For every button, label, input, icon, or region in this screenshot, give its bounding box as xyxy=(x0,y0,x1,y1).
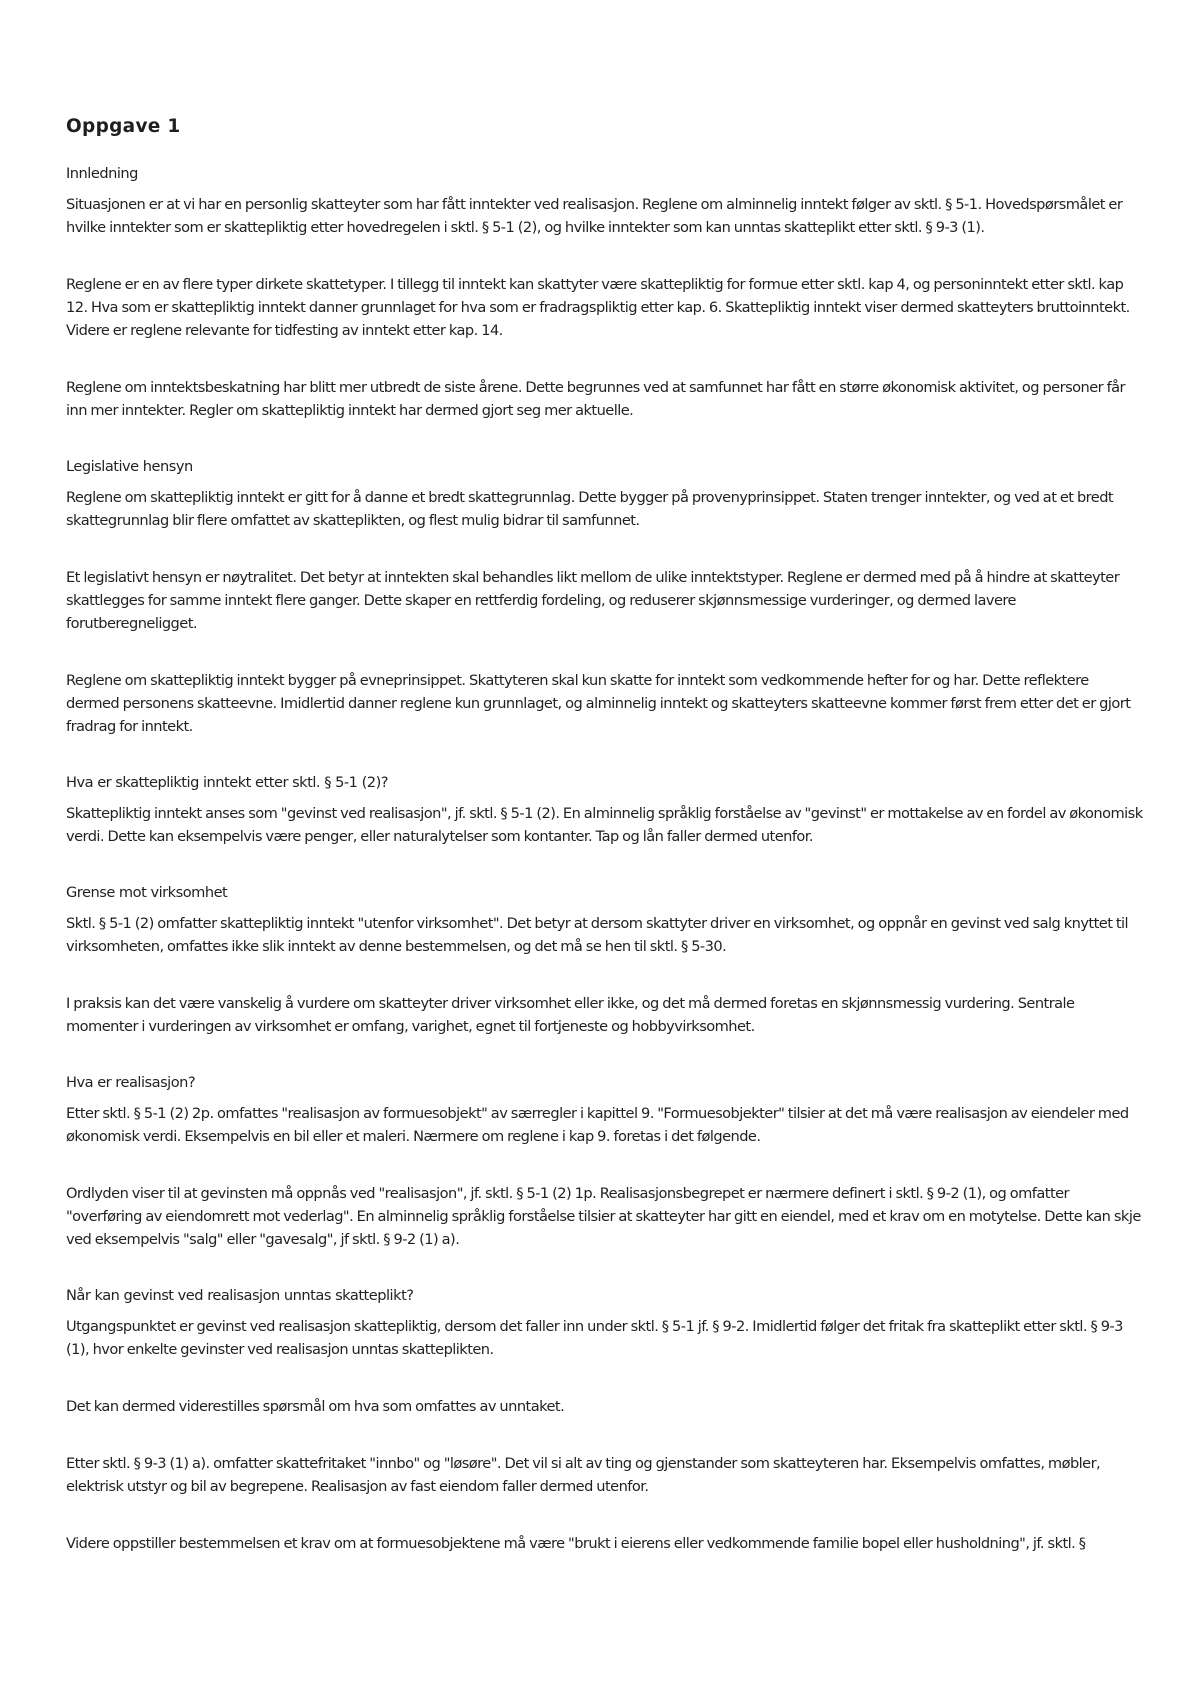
section-heading: Grense mot virksomhet xyxy=(66,884,228,901)
paragraph: Reglene om skattepliktig inntekt bygger på evneprinsippet. Skattyteren skal kun skatte for inntekt som vedkommende hefter for og har. Dette reflektere dermed personens skatteevne. Imidlertid danner reglene kun grunnlaget, og alminnelig inntekt og skatteyters skatteevne kommer først frem etter det er gjort fradrag for inntekt. xyxy=(66,672,1131,735)
paragraph: Ordlyden viser til at gevinsten må oppnås ved "realisasjon", jf. sktl. § 5-1 (2) 1p. Realisasjonsbegrepet er nærmere definert i sktl. § 9-2 (1), og omfatter "overføring av eiendomrett mot vederlag". En alminnelig språklig forståelse tilsier at skatteyter har gitt en eiendel, med et krav om en motytelse. Dette kan skje ved eksempelvis "salg" eller "gavesalg", jf sktl. § 9-2 (1) a). xyxy=(66,1185,1141,1248)
paragraph: Reglene om skattepliktig inntekt er gitt for å danne et bredt skattegrunnlag. Dette bygger på provenyprinsippet. Staten trenger inntekter, og ved at et bredt skattegrunnlag blir flere omfattet av skatteplikten, og flest mulig bidrar til samfunnet. xyxy=(66,489,1114,529)
section-realisasjon xyxy=(66,1072,1144,1251)
section-grense-mot-virksomhet xyxy=(66,882,1144,1038)
section-heading: Når kan gevinst ved realisasjon unntas skatteplikt? xyxy=(66,1287,414,1304)
paragraph: Reglene er en av flere typer dirkete skattetyper. I tillegg til inntekt kan skattyter være skattepliktig for formue etter sktl. kap 4, og personinntekt etter sktl. kap 12. Hva som er skattepliktig inntekt danner grunnlaget for hva som er fradragspliktig etter kap. 6. Skattepliktig inntekt viser dermed skatteyters bruttoinntekt. Videre er reglene relevante for tidfesting av inntekt etter kap. 14. xyxy=(66,276,1130,339)
paragraph: Etter sktl. § 9-3 (1) a). omfatter skattefritaket "innbo" og "løsøre". Det vil si alt av ting og gjenstander som skatteyteren har. Eksempelvis omfattes, møbler, elektrisk utstyr og bil av begrepene. Realisasjon av fast eiendom faller dermed utenfor. xyxy=(66,1455,1101,1495)
paragraph: Det kan dermed viderestilles spørsmål om hva som omfattes av unntaket. xyxy=(66,1398,565,1415)
paragraph: Reglene om inntektsbeskatning har blitt mer utbredt de siste årene. Dette begrunnes ved at samfunnet har fått en større økonomisk aktivitet, og personer får inn mer inntekter. Regler om skattepliktig inntekt har dermed gjort seg mer aktuelle. xyxy=(66,379,1125,419)
section-heading: Legislative hensyn xyxy=(66,458,193,475)
paragraph: Skattepliktig inntekt anses som "gevinst ved realisasjon", jf. sktl. § 5-1 (2). En alminnelig språklig forståelse av "gevinst" er mottakelse av en fordel av økonomisk verdi. Dette kan eksempelvis være penger, eller naturalytelser som kontanter. Tap og lån faller dermed utenfor. xyxy=(66,805,1143,845)
section-unntak-skatteplikt xyxy=(66,1285,1144,1555)
paragraph: Etter sktl. § 5-1 (2) 2p. omfattes "realisasjon av formuesobjekt" av særregler i kapittel 9. "Formuesobjekter" tilsier at det må være realisasjon av eiendeler med økonomisk verdi. Eksempelvis en bil eller et maleri. Nærmere om reglene i kap 9. foretas i det følgende. xyxy=(66,1105,1129,1145)
document-page xyxy=(66,116,1144,1589)
section-legislative-hensyn xyxy=(66,456,1144,738)
section-heading: Innledning xyxy=(66,165,138,182)
section-innledning xyxy=(66,163,1144,422)
paragraph: Situasjonen er at vi har en personlig skatteyter som har fått inntekter ved realisasjon. Reglene om alminnelig inntekt følger av sktl. § 5-1. Hovedspørsmålet er hvilke inntekter som er skattepliktig etter hovedregelen i sktl. § 5-1 (2), og hvilke inntekter som kan unntas skatteplikt etter sktl. § 9-3 (1). xyxy=(66,196,1123,236)
paragraph: I praksis kan det være vanskelig å vurdere om skatteyter driver virksomhet eller ikke, og det må dermed foretas en skjønnsmessig vurdering. Sentrale momenter i vurderingen av virksomhet er omfang, varighet, egnet til fortjeneste og hobbyvirksomhet. xyxy=(66,995,1075,1035)
section-skattepliktig-inntekt xyxy=(66,772,1144,848)
paragraph: Sktl. § 5-1 (2) omfatter skattepliktig inntekt "utenfor virksomhet". Det betyr at dersom skattyter driver en virksomhet, og oppnår en gevinst ved salg knyttet til virksomheten, omfattes ikke slik inntekt av denne bestemmelsen, og det må se hen til sktl. § 5-30. xyxy=(66,915,1129,955)
paragraph: Utgangspunktet er gevinst ved realisasjon skattepliktig, dersom det faller inn under sktl. § 5-1 jf. § 9-2. Imidlertid følger det fritak fra skatteplikt etter sktl. § 9-3 (1), hvor enkelte gevinster ved realisasjon unntas skatteplikten. xyxy=(66,1318,1123,1358)
paragraph: Videre oppstiller bestemmelsen et krav om at formuesobjektene må være "brukt i eierens eller vedkommende familie bopel eller husholdning", jf. sktl. § xyxy=(66,1535,1086,1552)
document-title: Oppgave 1 xyxy=(66,116,181,137)
section-heading: Hva er skattepliktig inntekt etter sktl. § 5-1 (2)? xyxy=(66,774,389,791)
paragraph: Et legislativt hensyn er nøytralitet. Det betyr at inntekten skal behandles likt mellom de ulike inntektstyper. Reglene er dermed med på å hindre at skatteyter skattlegges for samme inntekt flere ganger. Dette skaper en rettferdig fordeling, og reduserer skjønnsmessige vurderinger, og dermed lavere forutberegneligget. xyxy=(66,569,1120,632)
section-heading: Hva er realisasjon? xyxy=(66,1074,196,1091)
